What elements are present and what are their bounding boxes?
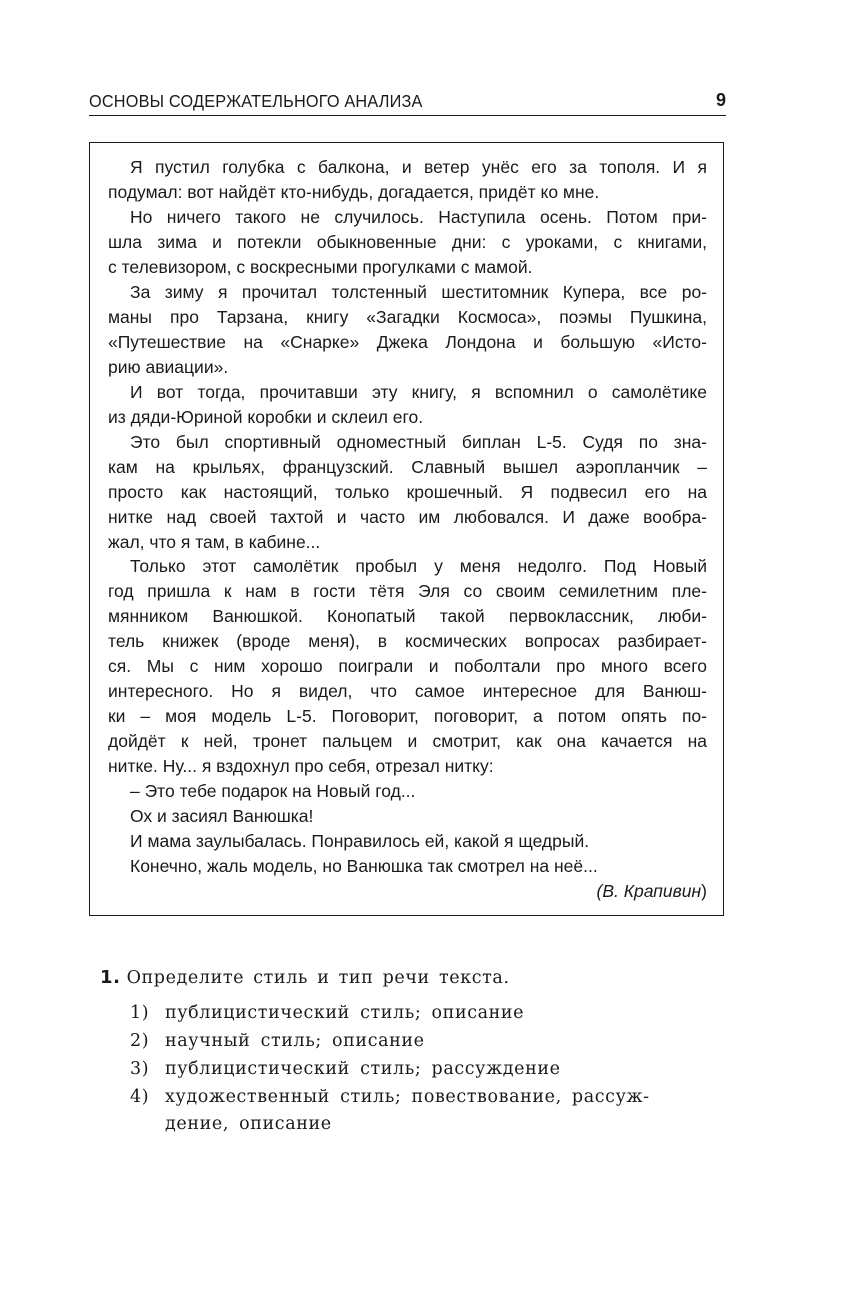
answer-option-text: художественный стиль; повествование, рассуж-	[165, 1087, 650, 1107]
passage-line: жал, что я там, в кабине...	[108, 532, 321, 552]
passage-line: с телевизором, с воскресными прогулками с мамой.	[108, 257, 533, 277]
passage-line: нитке над своей тахтой и часто им любовался. И даже вообра-	[108, 507, 707, 527]
passage-line: интересного. Но я видел, что самое интересное для Ванюш-	[108, 681, 707, 701]
answer-option-number: 4)	[130, 1087, 150, 1107]
passage-line: ся. Мы с ним хорошо поиграли и поболтали про много всего	[108, 656, 707, 676]
passage-line: подумал: вот найдёт кто-нибудь, догадается, придёт ко мне.	[108, 182, 600, 202]
answer-option[interactable]	[130, 1059, 561, 1079]
passage-line: За зиму я прочитал толстенный шеститомник Купера, все ро-	[130, 282, 707, 302]
running-head	[89, 89, 726, 116]
section-title: ОСНОВЫ СОДЕРЖАТЕЛЬНОГО АНАЛИЗА	[89, 91, 423, 111]
author-name: В. Крапивин	[602, 881, 702, 901]
answer-option-continuation: дение, описание	[165, 1114, 332, 1134]
passage-line: Это был спортивный одноместный биплан L-5. Судя по зна-	[130, 432, 707, 452]
passage-line: И вот тогда, прочитавши эту книгу, я вспомнил о самолётике	[130, 382, 707, 402]
task-question	[100, 967, 510, 988]
passage-line: рию авиации».	[108, 357, 229, 377]
passage-line: Только этот самолётик пробыл у меня недолго. Под Новый	[130, 556, 707, 576]
answer-option-number: 3)	[130, 1059, 150, 1079]
page-number: 9	[715, 90, 726, 110]
passage-author	[108, 879, 707, 904]
author-paren-open: (	[596, 881, 603, 901]
passage-line: Но ничего такого не случилось. Наступила осень. Потом при-	[130, 207, 707, 227]
answer-option[interactable]	[130, 1087, 650, 1107]
passage-line: «Путешествие на «Снарке» Джека Лондона и большую «Исто-	[108, 332, 707, 352]
passage-line: И мама заулыбалась. Понравилось ей, какой я щедрый.	[130, 831, 590, 851]
passage-line: маны про Тарзана, книгу «Загадки Космоса», поэмы Пушкина,	[108, 307, 707, 327]
answer-option[interactable]	[130, 1031, 425, 1051]
answer-option-text: публицистический стиль; описание	[165, 1003, 525, 1023]
passage-line: ки – моя модель L-5. Поговорит, поговорит, а потом опять по-	[108, 706, 707, 726]
task-number: 1.	[100, 967, 121, 988]
passage-box	[89, 142, 724, 916]
passage-line: мянником Ванюшкой. Конопатый такой первоклассник, люби-	[108, 606, 707, 626]
answer-option-number: 2)	[130, 1031, 150, 1051]
passage-line: Конечно, жаль модель, но Ванюшка так смотрел на неё...	[130, 856, 598, 876]
answer-option[interactable]	[130, 1003, 524, 1023]
passage-line: нитке. Ну... я вздохнул про себя, отрезал нитку:	[108, 756, 494, 776]
answer-option-text: научный стиль; описание	[165, 1031, 425, 1051]
passage-line: из дяди-Юриной коробки и склеил его.	[108, 407, 424, 427]
passage-line: тель книжек (вроде меня), в космических вопросах разбирает-	[108, 631, 707, 651]
passage-line: Ох и засиял Ванюшка!	[130, 806, 314, 826]
passage-line: кам на крыльях, французский. Славный вышел аэропланчик –	[108, 457, 707, 477]
passage-line: шла зима и потекли обыкновенные дни: с уроками, с книгами,	[108, 232, 707, 252]
answer-option-text: публицистический стиль; рассуждение	[165, 1059, 561, 1079]
passage-line: – Это тебе подарок на Новый год...	[130, 781, 416, 801]
passage-line: Я пустил голубка с балкона, и ветер унёс его за тополя. И я	[130, 157, 707, 177]
task-question-text: Определите стиль и тип речи текста.	[126, 968, 510, 988]
passage-line: просто как настоящий, только крошечный. Я подвесил его на	[108, 482, 707, 502]
passage-line: год пришла к нам в гости тётя Эля со своим семилетним пле-	[108, 581, 707, 601]
answer-option-number: 1)	[130, 1003, 150, 1023]
author-paren-close: )	[701, 881, 707, 901]
passage-line: дойдёт к ней, тронет пальцем и смотрит, как она качается на	[108, 731, 707, 751]
